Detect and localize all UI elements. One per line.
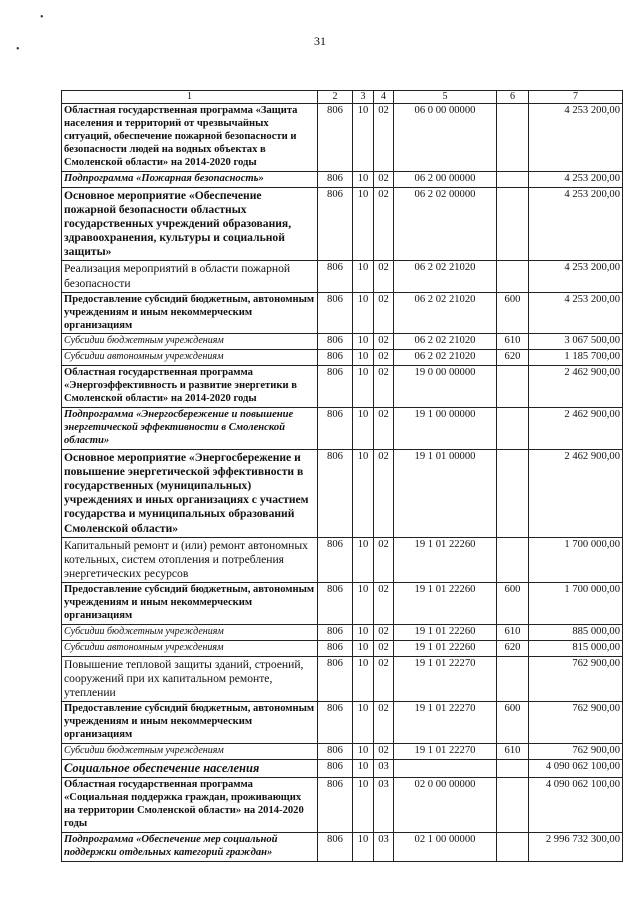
- expense-type-cell: 620: [497, 640, 529, 656]
- ministry-code-cell: 806: [318, 334, 353, 350]
- ministry-code-cell: 806: [318, 656, 353, 701]
- header-cell: 6: [497, 91, 529, 104]
- table-row: [62, 537, 623, 582]
- row-name-cell: Предоставление субсидий бюджетным, автономным учреждениям и иным некоммерческим организациям: [62, 583, 318, 625]
- target-article-cell: [394, 759, 497, 777]
- section-cell: 10: [353, 261, 374, 292]
- subsection-cell: 02: [374, 640, 394, 656]
- section-cell: 10: [353, 743, 374, 759]
- table-row: [62, 292, 623, 334]
- target-article-cell: 06 2 00 00000: [394, 171, 497, 187]
- table-row: [62, 640, 623, 656]
- table-row: [62, 624, 623, 640]
- target-article-cell: 06 0 00 00000: [394, 104, 497, 172]
- expense-type-cell: [497, 261, 529, 292]
- row-name-cell: Предоставление субсидий бюджетным, автономным учреждениям и иным некоммерческим организациям: [62, 292, 318, 334]
- ministry-code-cell: 806: [318, 832, 353, 861]
- row-name-cell: Подпрограмма «Пожарная безопасность»: [62, 171, 318, 187]
- row-name-cell: Основное мероприятие «Энергосбережение и повышение энергетической эффективности в государственных (муниципальных) учреждениях и иных организациях с участием государства и муниципальных образований Смоленской области»: [62, 449, 318, 537]
- ministry-code-cell: 806: [318, 778, 353, 833]
- amount-cell: 762 900,00: [529, 702, 623, 744]
- subsection-cell: 02: [374, 743, 394, 759]
- amount-cell: 4 253 200,00: [529, 292, 623, 334]
- expense-type-cell: 610: [497, 743, 529, 759]
- target-article-cell: 19 1 01 22260: [394, 640, 497, 656]
- header-cell: 2: [318, 91, 353, 104]
- section-cell: 10: [353, 624, 374, 640]
- target-article-cell: 19 1 01 22260: [394, 583, 497, 625]
- section-cell: 10: [353, 187, 374, 261]
- subsection-cell: 02: [374, 104, 394, 172]
- subsection-cell: 02: [374, 537, 394, 582]
- target-article-cell: 06 2 02 21020: [394, 334, 497, 350]
- table-row: [62, 832, 623, 861]
- amount-cell: 4 253 200,00: [529, 187, 623, 261]
- section-cell: 10: [353, 778, 374, 833]
- ministry-code-cell: 806: [318, 583, 353, 625]
- target-article-cell: 19 0 00 00000: [394, 366, 497, 408]
- amount-cell: 2 462 900,00: [529, 408, 623, 450]
- expense-type-cell: [497, 778, 529, 833]
- expense-type-cell: 610: [497, 624, 529, 640]
- target-article-cell: 06 2 02 21020: [394, 292, 497, 334]
- table-row: [62, 656, 623, 701]
- table-row: [62, 334, 623, 350]
- subsection-cell: 02: [374, 261, 394, 292]
- expense-type-cell: 600: [497, 702, 529, 744]
- row-name-cell: Областная государственная программа «Защита населения и территорий от чрезвычайных ситуаций, обеспечение пожарной безопасности и безопасности людей на водных объектах в Смоленской области» на 2014-2020 годы: [62, 104, 318, 172]
- expense-type-cell: [497, 449, 529, 537]
- table-row: [62, 408, 623, 450]
- table-row: [62, 583, 623, 625]
- amount-cell: 4 090 062 100,00: [529, 759, 623, 777]
- target-article-cell: 19 1 01 22270: [394, 743, 497, 759]
- row-name-cell: Социальное обеспечение населения: [62, 759, 318, 777]
- expense-type-cell: [497, 104, 529, 172]
- ministry-code-cell: 806: [318, 171, 353, 187]
- subsection-cell: 02: [374, 449, 394, 537]
- subsection-cell: 02: [374, 624, 394, 640]
- subsection-cell: 02: [374, 702, 394, 744]
- amount-cell: 2 462 900,00: [529, 366, 623, 408]
- subsection-cell: 02: [374, 366, 394, 408]
- subsection-cell: 02: [374, 334, 394, 350]
- row-name-cell: Областная государственная программа «Энергоэффективность и развитие энергетики в Смоленской области» на 2014-2020 годы: [62, 366, 318, 408]
- target-article-cell: 06 2 02 21020: [394, 261, 497, 292]
- header-cell: 1: [62, 91, 318, 104]
- section-cell: 10: [353, 366, 374, 408]
- section-cell: 10: [353, 171, 374, 187]
- table-row: [62, 759, 623, 777]
- target-article-cell: 19 1 01 00000: [394, 449, 497, 537]
- ministry-code-cell: 806: [318, 292, 353, 334]
- target-article-cell: 19 1 01 22260: [394, 624, 497, 640]
- expense-type-cell: [497, 656, 529, 701]
- expense-type-cell: [497, 408, 529, 450]
- ministry-code-cell: 806: [318, 366, 353, 408]
- row-name-cell: Подпрограмма «Обеспечение мер социальной поддержки отдельных категорий граждан»: [62, 832, 318, 861]
- table-row: [62, 366, 623, 408]
- target-article-cell: 06 2 02 21020: [394, 350, 497, 366]
- page-number: 31: [314, 34, 326, 48]
- amount-cell: 815 000,00: [529, 640, 623, 656]
- expense-type-cell: 600: [497, 292, 529, 334]
- row-name-cell: Основное мероприятие «Обеспечение пожарной безопасности областных государственных учреждений образования, здравоохранения, культуры и социальной защиты»: [62, 187, 318, 261]
- ministry-code-cell: 806: [318, 408, 353, 450]
- amount-cell: 4 253 200,00: [529, 261, 623, 292]
- target-article-cell: 06 2 02 00000: [394, 187, 497, 261]
- expense-type-cell: [497, 832, 529, 861]
- expense-type-cell: 620: [497, 350, 529, 366]
- row-name-cell: Субсидии бюджетным учреждениям: [62, 334, 318, 350]
- ministry-code-cell: 806: [318, 759, 353, 777]
- ministry-code-cell: 806: [318, 537, 353, 582]
- subsection-cell: 03: [374, 778, 394, 833]
- target-article-cell: 19 1 01 22260: [394, 537, 497, 582]
- target-article-cell: 02 0 00 00000: [394, 778, 497, 833]
- table-row: [62, 449, 623, 537]
- amount-cell: 4 090 062 100,00: [529, 778, 623, 833]
- row-name-cell: Предоставление субсидий бюджетным, автономным учреждениям и иным некоммерческим организациям: [62, 702, 318, 744]
- budget-table: [61, 90, 623, 862]
- target-article-cell: 19 1 01 22270: [394, 702, 497, 744]
- row-name-cell: Реализация мероприятий в области пожарной безопасности: [62, 261, 318, 292]
- section-cell: 10: [353, 832, 374, 861]
- section-cell: 10: [353, 350, 374, 366]
- ministry-code-cell: 806: [318, 104, 353, 172]
- amount-cell: 1 700 000,00: [529, 583, 623, 625]
- expense-type-cell: [497, 537, 529, 582]
- row-name-cell: Областная государственная программа «Социальная поддержка граждан, проживающих на территории Смоленской области» на 2014-2020 годы: [62, 778, 318, 833]
- section-cell: 10: [353, 583, 374, 625]
- section-cell: 10: [353, 104, 374, 172]
- row-name-cell: Субсидии автономным учреждениям: [62, 350, 318, 366]
- amount-cell: 2 996 732 300,00: [529, 832, 623, 861]
- section-cell: 10: [353, 640, 374, 656]
- amount-cell: 1 700 000,00: [529, 537, 623, 582]
- section-cell: 10: [353, 759, 374, 777]
- amount-cell: 3 067 500,00: [529, 334, 623, 350]
- scan-mark: •: [40, 12, 44, 23]
- subsection-cell: 02: [374, 171, 394, 187]
- ministry-code-cell: 806: [318, 743, 353, 759]
- section-cell: 10: [353, 292, 374, 334]
- subsection-cell: 03: [374, 759, 394, 777]
- table-row: [62, 187, 623, 261]
- section-cell: 10: [353, 449, 374, 537]
- ministry-code-cell: 806: [318, 187, 353, 261]
- subsection-cell: 03: [374, 832, 394, 861]
- ministry-code-cell: 806: [318, 624, 353, 640]
- subsection-cell: 02: [374, 292, 394, 334]
- row-name-cell: Подпрограмма «Энергосбережение и повышение энергетической эффективности в Смоленской области»: [62, 408, 318, 450]
- table-row: [62, 778, 623, 833]
- subsection-cell: 02: [374, 350, 394, 366]
- section-cell: 10: [353, 537, 374, 582]
- amount-cell: 762 900,00: [529, 656, 623, 701]
- section-cell: 10: [353, 334, 374, 350]
- section-cell: 10: [353, 408, 374, 450]
- amount-cell: 2 462 900,00: [529, 449, 623, 537]
- expense-type-cell: [497, 187, 529, 261]
- header-cell: 3: [353, 91, 374, 104]
- subsection-cell: 02: [374, 408, 394, 450]
- table-row: [62, 171, 623, 187]
- amount-cell: 1 185 700,00: [529, 350, 623, 366]
- subsection-cell: 02: [374, 583, 394, 625]
- amount-cell: 762 900,00: [529, 743, 623, 759]
- subsection-cell: 02: [374, 656, 394, 701]
- table-row: [62, 104, 623, 172]
- target-article-cell: 19 1 01 22270: [394, 656, 497, 701]
- amount-cell: 4 253 200,00: [529, 171, 623, 187]
- row-name-cell: Субсидии автономным учреждениям: [62, 640, 318, 656]
- ministry-code-cell: 806: [318, 640, 353, 656]
- section-cell: 10: [353, 656, 374, 701]
- scan-mark: •: [16, 44, 20, 55]
- ministry-code-cell: 806: [318, 449, 353, 537]
- ministry-code-cell: 806: [318, 261, 353, 292]
- row-name-cell: Повышение тепловой защиты зданий, строений, сооружений при их капитальном ремонте, утеплении: [62, 656, 318, 701]
- table-row: [62, 743, 623, 759]
- expense-type-cell: [497, 366, 529, 408]
- row-name-cell: Капитальный ремонт и (или) ремонт автономных котельных, систем отопления и потребления энергетических ресурсов: [62, 537, 318, 582]
- table-row: [62, 350, 623, 366]
- expense-type-cell: 610: [497, 334, 529, 350]
- row-name-cell: Субсидии бюджетным учреждениям: [62, 624, 318, 640]
- header-cell: 4: [374, 91, 394, 104]
- section-cell: 10: [353, 702, 374, 744]
- header-cell: 5: [394, 91, 497, 104]
- subsection-cell: 02: [374, 187, 394, 261]
- expense-type-cell: 600: [497, 583, 529, 625]
- ministry-code-cell: 806: [318, 702, 353, 744]
- row-name-cell: Субсидии бюджетным учреждениям: [62, 743, 318, 759]
- header-row: [62, 91, 623, 104]
- target-article-cell: 19 1 00 00000: [394, 408, 497, 450]
- header-cell: 7: [529, 91, 623, 104]
- amount-cell: 4 253 200,00: [529, 104, 623, 172]
- table-row: [62, 261, 623, 292]
- expense-type-cell: [497, 171, 529, 187]
- ministry-code-cell: 806: [318, 350, 353, 366]
- target-article-cell: 02 1 00 00000: [394, 832, 497, 861]
- expense-type-cell: [497, 759, 529, 777]
- table-row: [62, 702, 623, 744]
- amount-cell: 885 000,00: [529, 624, 623, 640]
